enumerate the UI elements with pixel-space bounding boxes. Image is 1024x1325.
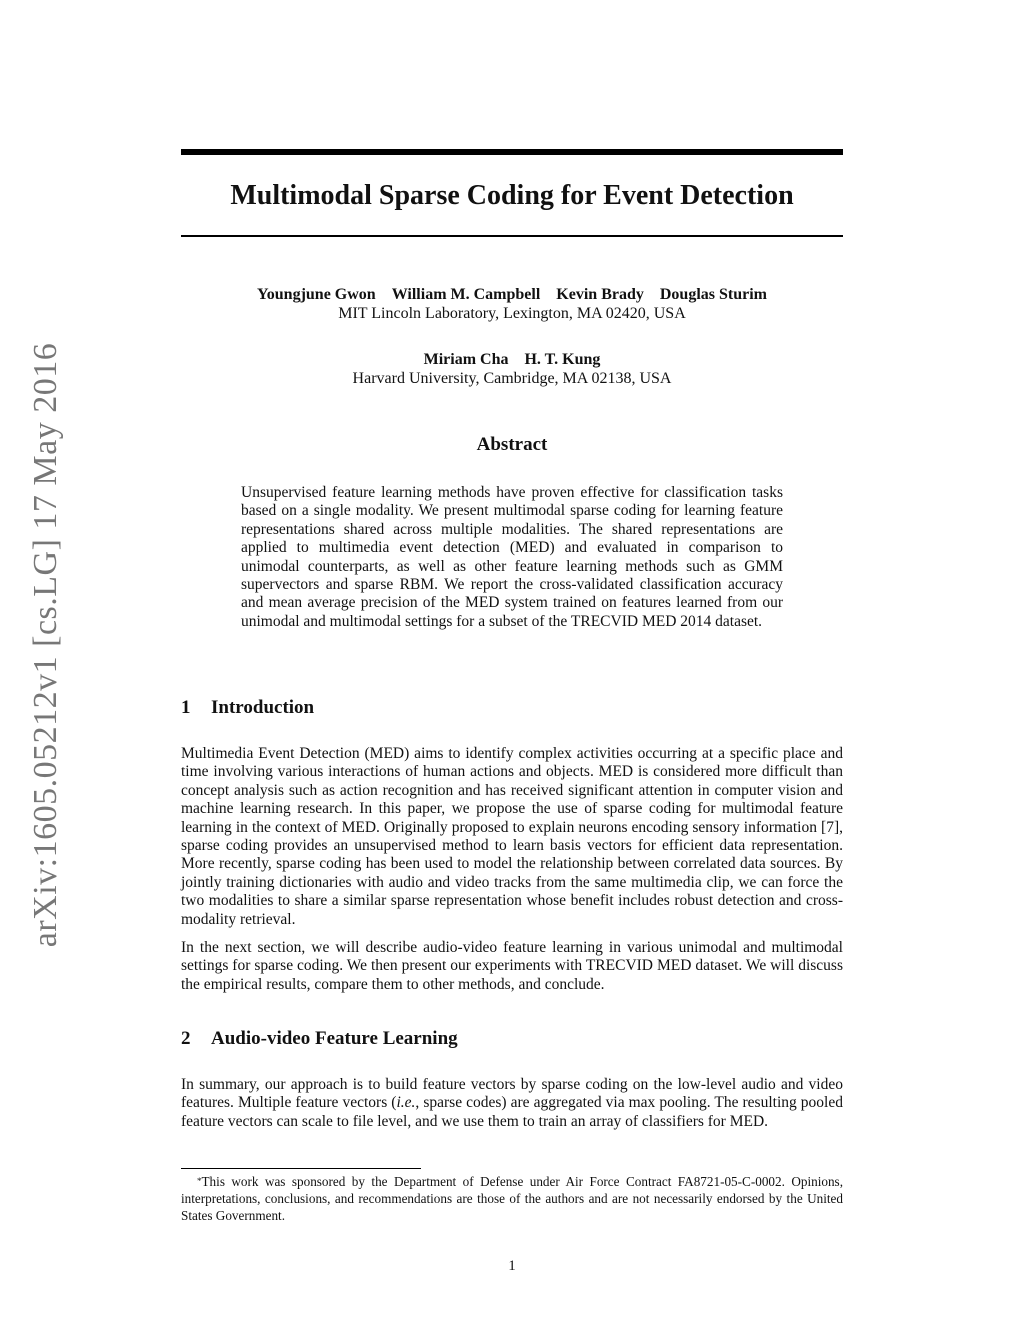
- footnote-text: This work was sponsored by the Department of Defense under Air Force Contract FA8721-05-C-0002. Opinions, interpretations, conclusions, and recommendations are those of the authors and are not necessarily endorsed by the United States Government.: [181, 1174, 843, 1223]
- paragraph-emphasis: i.e.: [396, 1094, 416, 1112]
- footnote: [181, 1174, 843, 1224]
- footnote-rule: [181, 1168, 421, 1169]
- section-number: 2: [181, 1028, 191, 1049]
- footnote-marker: *: [197, 1176, 202, 1186]
- author-affiliation: Harvard University, Cambridge, MA 02138, USA: [352, 370, 672, 387]
- author-name: Douglas Sturim: [659, 286, 767, 303]
- title-top-rule: [181, 149, 843, 155]
- author-affiliation: MIT Lincoln Laboratory, Lexington, MA 02420, USA: [338, 305, 686, 322]
- abstract-text: Unsupervised feature learning methods have proven effective for classification tasks based on a single modality. We present multimodal sparse coding for learning feature representations shared across multiple modalities. The shared representations are applied to multimedia event detection (MED) and evaluated in comparison to unimodal counterparts, as well as other feature learning methods such as GMM supervectors and sparse RBM. We report the cross-validated classification accuracy and mean average precision of the MED system trained on features learned from our unimodal and multimodal settings for a subset of the TRECVID MED 2014 dataset.: [241, 484, 783, 630]
- arxiv-identifier-stamp: [14, 340, 78, 950]
- author-name: H. T. Kung: [524, 351, 601, 368]
- page-number: 1: [508, 1258, 516, 1274]
- author-block-harvard: [181, 350, 843, 388]
- section-number: 1: [181, 697, 191, 718]
- author-name: William M. Campbell: [391, 286, 541, 303]
- introduction-paragraph-1: Multimedia Event Detection (MED) aims to identify complex activities occurring at a specific place and time involving various interactions of human actions and objects. MED is considered more difficult than concept analysis such as action recognition and has received significant attention in computer vision and machine learning research. In this paper, we propose the use of sparse coding for multimodal feature learning in the context of MED. Originally proposed to explain neurons encoding sensory information [7], sparse coding provides an unsupervised method to learn basis vectors for efficient data representation. More recently, sparse coding has been used to model the relationship between correlated data sources. By jointly training dictionaries with audio and video tracks from the same multimedia clip, we can force the two modalities to share a similar sparse representation whose benefit includes robust detection and cross-modality retrieval.: [181, 745, 843, 928]
- section-heading-audio-video: [181, 1028, 843, 1050]
- author-name: Kevin Brady: [556, 286, 644, 303]
- introduction-paragraph-2: In the next section, we will describe audio-video feature learning in various unimodal and multimodal settings for sparse coding. We then present our experiments with TRECVID MED dataset. We will discuss the empirical results, compare them to other methods, and conclude.: [181, 939, 843, 993]
- author-name: Miriam Cha: [423, 351, 509, 368]
- paragraph-text: , sparse codes) are aggregated via max pooling. The resulting pooled feature vectors can scale to file level, and we use them to train an array of classifiers for MED.: [181, 1094, 843, 1130]
- section-heading-introduction: [181, 697, 843, 719]
- arxiv-identifier-text: arXiv:1605.05212v1 [cs.LG] 17 May 2016: [27, 342, 64, 948]
- abstract-heading: Abstract: [476, 434, 548, 455]
- author-block-mit: [181, 285, 843, 323]
- author-names: [181, 285, 843, 304]
- paragraph-text: In summary, our approach is to build feature vectors by sparse coding on the low-level audio and video features. Multiple feature vectors (: [181, 1076, 843, 1112]
- audio-video-paragraph: [181, 1076, 843, 1131]
- section-title: Audio-video Feature Learning: [211, 1028, 458, 1049]
- title-bottom-rule: [181, 235, 843, 237]
- author-name: Youngjune Gwon: [257, 286, 376, 303]
- section-title: Introduction: [211, 697, 315, 718]
- paper-title: Multimodal Sparse Coding for Event Detection: [230, 180, 794, 211]
- author-names: [181, 350, 843, 369]
